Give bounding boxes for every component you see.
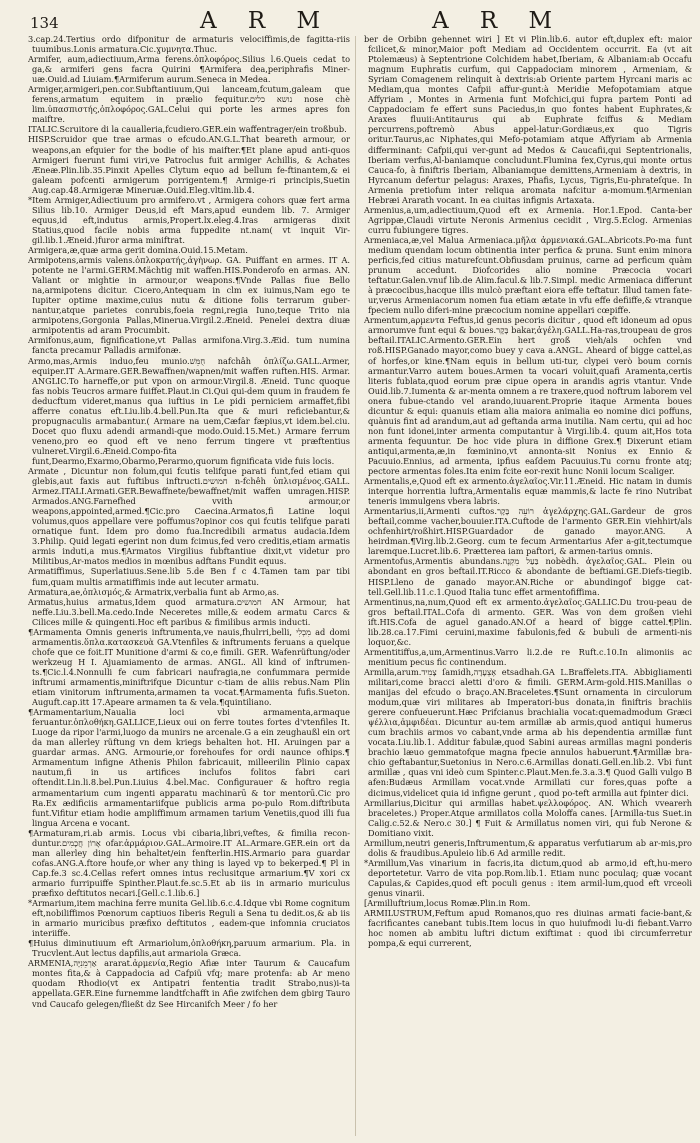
right-column	[364, 34, 692, 1137]
dictionary-entry: ITALIC.Scruitore di la caualleria,fcudiero.GER.ein waffentrager/ein troßbub.	[28, 124, 347, 135]
dictionary-entry: 3.cap.24.Tertius ordo difponitur de armaturis velociffimis,de fagitta-riis tuumibus.Lonis armatura.Cic.ɣυμνητα.Thuc.	[28, 34, 350, 55]
dictionary-entry: Armo,mas,Armis induo,feu munio.חֻמֵּשׁ nafchâh ὁπλίζω.GALL.Armer, equiper.IT A.Armare.GER.Bewaffnen/wapnen/mit waffen ruften.HIS. Armar. ANGLIC.To harneffe,or put vpon on armour.Virgil.8. Æneid. Tunc quoque fas nobis Teucros armare fuiffet.Plaut.in Ci.Qui qui-dem quum in fraudem fe deducftum videret,manus qua iuftius in Le pidi perniciem armaffet,fibi afferre conatus eft.Liu.lib.4.bell.Pun.Ita que & muri reficiebantur,& propugnaculis armabantur.( Armare na uem,Cæfar fæpius,vt idem.bel.ciu. Docet quo fluxu adendi armandi-que modo.Ouid.15.Met.) Armare ferrum veneno,pro eo quod eft ve neno ferrum tingere vt præftentius vulneret.Virgil.6.Æneid.Compo-fita funt,Dearmo,Exarmo,Obarmo,Perarmo,quorum fignificata vide fuis locis.	[28, 355, 350, 466]
dictionary-entry: [Armilluftrium,locus Romæ.Plin.in Rom.	[364, 898, 531, 909]
dictionary-entry: *Armillum,Vas vinarium in facris,ita dictum,quod ab armo,id eft,hu-mero deportetetur. Varro de vita pop.Rom.lib.1. Etiam nunc poculaq; quæ vocant Capulas,& Capides,quod eft poculi genus : item armil-lum,quod eft vrceoli genus vinarii.	[364, 857, 692, 898]
dictionary-entry: Armatiffimus, Superlatiuus.Sene.lib 5.de Ben f c 4.Tamen tam par tibi fum,quam multis armatiffimis inde aut lecuter armatu.	[28, 566, 350, 587]
dictionary-entry: ¶Armamenta Omnis generis inftrumenta,ve nauis,fhulrri,belli, מִכְלִי ad domi armamentis.ὅπλα.κατασκευὰ GA.Vtenfiles & inftruments feruans a quelque chofe que ce foit.IT Munitione d'armi & co,e fimili. GER. Wafenrüftung/oder werkzeug H I. Ajuamiamento de armas. ANGL. All kind of inftrumen-ts.¶Cic.l.4.Nonnulli fe cum fabricari naufragia,ne confummara permide inftrumi armamentis,miniftrifque Dicuntur c-tiam de aliis rebus.Nam Plin etiam vinitorum inftrumenta,armamen ta vocat.¶Armamenta fufis.Sueton. Auguft.cap.itt 17.Apeare armamen ta & vela.¶quintiliano.	[28, 626, 350, 708]
dictionary-entry: Armentarius,ii,Armenti cuftos.רוֹעֵה בָּקָר ἀγελάρχης.GAL.Gardeur de gros beftail,comme vacher,bouuier.ITA.Cuftode de l'armento GER.Ein viehhirt/als ochfenhirt/roßhirt.HISP.Guardador de ganado mayor.ANG. A heirdman.¶Virg.lib.2.Georg. cum te fecum Armentarius Afer a-git,tectumque laremque.Lucret.lib.6. Prætterea iam paftori, & armen-tarius omnis.	[364, 506, 692, 557]
dictionary-entry: ¶Armamentarium,Naualia loci vbi armamenta,armaque feruantur.ὁπλοθήκη.GALLICE,Lieux oui on ferre toutes fortes d'vtenfiles It. Luoge da ripor l'armi,luogo da munirs ne arcenale.G a ein zeughaußl ein ort da man allerley rüftung vn dem kriegs behalten hot. HI. Aruingen par a guardar armas. ANG. Armourie,or forehoufes for ordi naunce ofhips.¶ Armamentum infigne Athenis Philon fabricauit, milleerilin Plinio capax nautum,fi in us artifices inclufos folitos fabri cari oftendit.Lin.li.8.bel.Pun.Liuius 4.bel.Mac. Configurauer & hoftro regia armamentarium cum ingenti apparatu machinarū & tor mentorū.Cic pro Ra.Ex ædificiis armamentariifque publicis arma po-pulo Rom.diftributa funt.Vifitur etiam hodie ampliffimum armamen tarium Venetiis,quod illi fua lingua Arcena e vocant.	[28, 707, 350, 828]
dictionary-entry: *Armarium,item machina ferre munita Gel.lib.6.c.4.Idque vbi Rome cognitum eft,nobiliffimos Pœnorum captiuos Iiberis Reguli a Sena tu dedit.os,& ab iis in armario muricibus præfixo deftitutos , eadem-que infomnia cruciatos interiiffe.	[28, 898, 350, 939]
column-divider	[355, 36, 356, 1136]
dictionary-entry: Armatura,ae,ὁπλισμός,& Armatrix,verbalia funt ab Armo,as.	[28, 586, 280, 597]
dictionary-entry: *Item Armiger,Adiectiuum pro armifero.vt , Armigera cohors quæ fert arma Silius lib.10. Armiger Deus,id eft Mars,apud eundem lib. 7. Armiger equus,id eft,indutus armis,Propert.lx.eleg.4.Iras armigeras dixit Statius,quod facile nobis arma fuppedite nt.nam( vt inquit Vir-gil.lib.1.Æneid.)furor arma miniftrat.	[28, 194, 350, 245]
dictionary-entry: Armillum,neutri generis,Inftrumentum,& apparatus verfutiarum ab ar-mis,pro dolis & fraudibus.Apuleio lib.6 Ad armille redit.	[364, 837, 692, 858]
dictionary-entry: Armiger,armigeri,pen.cor.Subftantiuum,Qui lanceam,fcutum,galeam que ferens,armatum equitem in prælio fequitur.נושא כלים nose chè lim.ὑπασπιστής,ὁπλοφόρος.GAL.Celui qui porte les armes apres fon maiftre.	[28, 84, 350, 125]
dictionary-entry: Armatus,huius armatus,Idem quod armatura.חמושים AN Armour, hat neffe.Liu.3.bell.Ma.cedo.Inde Neceretes mille,& eodem armatu Carcs & Cilices mille & quingenti.Hoc eft paribus & fimilibus armis inducti.	[28, 596, 350, 627]
dictionary-entry: ARMENIA,אַרְמֵנִיָּה ararat.ἀρμενία,Regio Afiæ inter Taurum & Caucafum montes fita,& à Cappadocia ad Cafpiü vfq; mare protenfa: ab Ar meno quodam Rhodio(vt ex Antipatri fententia tradit Strabo,nus)i-ta appellata.GER.Eine furnemme landtfchafft in Afie zwifchen dem gbirg Tauro vnd Caucafo gelegen/fließt dz See Hircanifch Meer / fo her	[28, 958, 350, 1009]
dictionary-entry: Armentalis,e,Quod eft ex armento.ἀγελαῖος.Vir.11.Æneid. Hic natam in dumis interque horrentia luftra,Armentalis equæ mammis,& lacte fe rino Nutribat teneris immulgens vbera labris.	[364, 476, 692, 507]
dictionary-entry: Armate , Dicuntur non folum,qui fcutis telifque parati funt,fed etiam qui glebis,aut faxis aut fuftibus inftructi.חמושים n-fchêh ὑπλισμένος.GALL. Armez.ITALI.Armati.GER.Bewaffnete/bewaffnet/mit waffen umragen.HISP. Armados.ANG.Farnefhed vvith armour,or weapons,appointed,armed.¶Cic.pro Caecina.Armatos,fi Latine loqui volumus,quos appellare vere poffumus?opinor cos qui fcutis telifque parati ornatique funt. Idem pro domo fua.Incredibili armatus audacia.Idem 3.Philip. Quid legati egerint non dum fcimus,fed vero creditis,etiam armatis armis induti,a mus.¶Armatos Virgilius fubftantiue dixit,vt videtur pro Militibus,Ar-matos medios in mœnibus adftans Fundit equus.	[28, 466, 350, 567]
dictionary-entry: ¶Armaturam,ri.ab armis. Locus vbi cibaria,libri,veftes, & fimilia recon-duntur.אָרוֹן חֲכָמִים ofar.ἀρμάριον.GAL.Armoire.IT AL.Armare.GER.ein ort da man allerley ding hin behaltet/ein fenfterlin.HIS.Armario para guardar cofas.ANG.A.ftore houfe,or wher any thing is layed vp to bekerped.¶ Pl in Cap.fe.3 sc.4.Cellas refert omnes intus reclusitque armarium.¶V xori cx armario furripuiffe Spinther.Plaut.fe.sc.5.Et ab iis in armario muriculus præfixo deftitutos necari.[Gell.c.1.lib.6.]	[28, 827, 350, 898]
dictionary-entry: HISP.Scruidor que trae armas o efcudo.AN.G.L.That beareth armour, or weapons,an efquier for the bodie of his maifter.¶Et plane apud anti-quos Armigeri fuerunt fumi viri,ve Patroclus fuit armiger Achillis, & Achates Æneæ.Plin.lib.35.Pinxit Apelles Clytum equo ad bellum fe-ftinantem,& ei galeam pofcenti armigerum porrigentem.¶ Armige-ri principis,Suetin Aug.cap.48.Armigeræ Mineruæ.Ouid.Eleg.vltim.lib.4.	[28, 134, 350, 195]
running-head-left: A R M	[200, 8, 333, 34]
dictionary-entry: ¶Huius diminutiuum eft Armariolum,ὁπλοθήκη,paruum armarium. Pla. in Trucvlent.Aut lectus dapfilis,aut armariola Græca.	[28, 938, 350, 959]
dictionary-entry: ber de Orbibn gehennet wiri ] Et vi Plin.lib.6. autor eft,duplex eft: maior fcilicet,& minor,Maior poft Mediam ad Occidentem occurrit. Ea (vt ait Ptolemæus) à Septentrione Colchidem habet,Iberiam, & Albaniam:ab Occafu magnum Euphratis curfum, qui Cappadociam minorem , Armeniam, & Syriam Comagenem relinquit à dextris:ab Oriente partem Hyrcani maris ac Mediam,qua montes Cafpii affur-gunt:à Meridie Mefopotamiam atque Affyriam , Montes in Armenia funt Mofchici,qui fupra partem Ponti ad Cappadociam fe effert suns Paciedus,in quo fontes habent Euphrates,& Araxes fluuii:Antitaurus qui ab Euphrate fciffus & Mediam percurrens,poftremò Abus appel-latur:Gordiæus,ex quo Tigris oritur.Taurus,ac Niphates,qui Mefo-potamiam atque Affyriam ab Armenia differminant: Cafpii,qui ver-gunt ad Medos & Caucafii,qui Septentrionalis, Iberiam verfus,Al-baniamque concludunt.Flumina fex,Cyrus,qui monte ortus Cauca-fo, à finiftris Iberiam, Albaniamque demittens,Armeniam à dextris, in Hyrcanum defertur pelagus: Araxes, Phafis, Lycus, Tigris,Eu-phrateſque. In Armenia pretiofum inter reliqua aromata nafcitur a-momum.¶Armenian Hebræi Ararath vocant. In ea ciuitas infignis Artaxata.	[364, 34, 692, 205]
left-column	[28, 34, 350, 1137]
dictionary-entry: Armillarius,Dicitur qui armillas habet.ψελλοφόρος. AN. Which vvearerh braceletes.) Proper.Atque armillatos colla Moloffa canes. [Armilla-tus Suet.in Calig.c.52.& Nero.c 30.] ¶ Fuit & Armillatus nomen viri, qui fub Nerone & Domitiano vixit.	[364, 797, 692, 838]
dictionary-entry: Armeniaca,æ,vel Malua Armeniaca.μῆλα ἀρμενιακά.GAL.Abricots.Po-ma funt medium quendam locum obtinentia inter perfica & pruna. Sunt enim minora perficis,fed citius maturefcunt.Obfiusdam pruinus, carne ad perficum quàm prunum accedunt. Diofcorides alio nomine Præcocia vocari teftatur.Galen.vnuf lib.de Alim.facul.& lib.7.Simpl. medic Armeniaca differunt à præcocibus,hacque illis mulcò præftant eiora effe teftatur. Illud tamen fate-ur,verus Armeniacorum nomen fua etiam ætate in vfu effe defiiffe,& vtranque fpeciem nullo diferi-mine præcocium nomine appellari cœpiffe.	[364, 234, 692, 316]
page-number: 134	[30, 14, 59, 32]
dictionary-entry: Armifer, aum,adiectiuum,Arma ferens.ὁπλοφόρος.Silius l.6.Queis cedat to ga,& armiferi gens facra Quirini ¶Armifera dea,periphrafis Miner-uæ.Ouid.ad Liuiam.¶Armiferum aurum.Seneca in Medea.	[28, 54, 350, 85]
dictionary-entry: Armentitiffus,a,um,Armentinus.Varro li.2.de re Ruft.c.10.In alimoniis ac menitium pecus fic continendum.	[364, 646, 692, 667]
dictionary-entry: ARMILUSTRUM,Feftum apud Romanos,quo res diuinas armati facie-bant,& facrificantes canebant tubis.Item locus in quo huiufmodi lu-di fiebant.Varro hoc nomen ab ambitu luftri dictum exiftimat : quod ibi circumferretur pompa,& equi currerent,	[364, 908, 692, 949]
page-header	[0, 8, 700, 34]
dictionary-entry: Armenius,a,um,adiectiuum,Quod eft ex Armenia. Hor.1.Epod. Canta-ber Agrippæ,Claudi virtute Neronis Armenius cecidit , Virg.5.Eclog. Armenias curru fubiungere tigres.	[364, 204, 692, 235]
running-head-right: A R M	[432, 8, 565, 34]
dictionary-entry: Armigera,æ,quæ arma gerit domina.Ouid.15.Metam.	[28, 244, 248, 255]
dictionary-entry: Armifonus,aum, fignificatione,vt Pallas armifona.Virg.3.Æid. tum numina fancta precamur Palladis armifonæ.	[28, 335, 350, 356]
dictionary-entry: Armentinus,na,num,Quod eft ex armento.ἀγελαῖος.GALLIC.Du trou-peau de gros beftail.ITAL.Cofa di armento. GER. Was von dem großen viehi ift.HIS.Cofa de aguel ganado.AN.Of a heard of bigge cattel.¶Plin. lib.28.ca.17.Fimi ceruini,maxime fabulonis,fed & bubuli de armenti-nis loquor,&c.	[364, 596, 692, 647]
dictionary-entry: Armentum,aρμεντα Feftus,id genus pecoris dicitur , quod eft idoneum ad opus armorumve funt equi & boues.בָּקָר bakar,ἀγέλη.GALL.Ha-ras,troupeau de gros beftail.ITALIC.Armento.GER.Ein hert groß vieh/als ochfen vnd roß.HISP.Ganado mayor,como buey y cava a.ANGL. Aheard of bigge cattel,as of horfes,or kine.¶Nam equis in bellum uti-tur, clypei verò boum cornis armantur.Varro autem boues.Armen ta vocari voluit,quafi Aramenta,certis literis fublata,quod eorum præ cipue opera in arandis agris vtantur. Vnde Ouid.lib.7.Iumenta & ar-menta omnem a re traxere,quod noftrum laborem vel onera fubue-ctando vel arando,iuuarent.Proprie itaque Armenta boues dicuntur & equi: quanuis etiam alia maiora animalia eo nomine dici poffuns, quànuis fint ad arandum,aut ad geftanda arma inutilia. Nam certu, qui ad hoc non funt idonei,inter armenta computantur à Virgi.lib.4. quum ait,Hos tota armenta fequuntur. De hoc vide plura in diffione Grex.¶ Dixerunt etiam antiqui,armenta,æ,in fœminino,vt annonta-sit Nonius ex Ennio & Pacuuio.Ennius, ad armenta, ipfius eaſdem Pacuuius.Tu cornu fronte atq; pectore armentas foles.Ita enim fcite eor-rexit hunc Nonii locum Scaliger.	[364, 315, 692, 477]
dictionary-entry: Armipotens,armis valens.ὁπλοκρατής,ἀγὴνωρ. GA. Puiffant en armes. IT A. potente ne l'armi.GERM.Mächtig mit waffen.HIS.Ponderofo en armas. AN. Valiant or mightie in armour,or weapons.¶Vnde Pallas fiue Bello na,armipotens dicitur. Cicero,Antequam in clm ex iuimus,Nam ego te Iupiter optime maxime,cuius nutu & ditione folis terrarum guber-nantur,atque parietes conrubis,foeia regni,regia Iuno,teque Trito nia armipotens,Gorgonia Pallas,Minerua.Virgil.2.Æneid. Penelei dextra diuæ armipotentis ad aram Procumbit.	[28, 255, 350, 336]
dictionary-entry: Armentofus,Armentis abundans.בַּעַל מִקְנֶה nobèdh. ἀγελαῖος.GAL. Plein ou abondant en gros beftail.IT.Ricco & abondante de beftiami.GE.Diefs-tiegib. HISP.Lleno de ganado mayor.AN.Riche or abundingof bigge cat-tell.Gell.lib.11.c.1.Quod Italia tunc effet armentofiffima.	[364, 556, 692, 597]
dictionary-entry: Armilla,arum.צָמִיד ſamidh,אֶצְעָדָה etsadhah.GA L.Braffelets.ITA. Abbigliamenti militari,come bracci aletti d'oro & fimili. GERM.Arm-gold.HIS.Manillas o manijas del efcudo o braço.AN.Braceletes.¶Sunt ornamenta in circulorum modum,quæ viri militares ab Imperatori-bus donata,in finiftris brachiis gerere confueuerunt.Hæc Prifcianus brachialia vocat:quemadmodum Græci ψέλλια,ἀμφιδέαι. Dicuntur au-tem armillæ ab armis,quod antiqui humerus cum brachiis armos vo cabant,vnde arma ab his dependentia armillæ funt vocata.Liu.lib.1. Additur fabulæ,quod Sabini aureas armillas magni ponderis brachio læuo gemmatofque magna fpecie annulos habuerunt.¶Armillæ bra-chio geftabantur,Suetonius in Nero.c.6.Armillas donati.Gell.en.lib.2. Vbi funt armillæ , quas vni ideò cum Spinter.c.Plaut.Men.fe.3.a.3.¶ Quod Galli vulgo B afen:Budæus Armillam vocat.vnde Armillati cur fores,quas pofte a dicimus,videlicet quia id infigne gerunt , quod po-teft armilla aut fpinter dici.	[364, 666, 692, 798]
